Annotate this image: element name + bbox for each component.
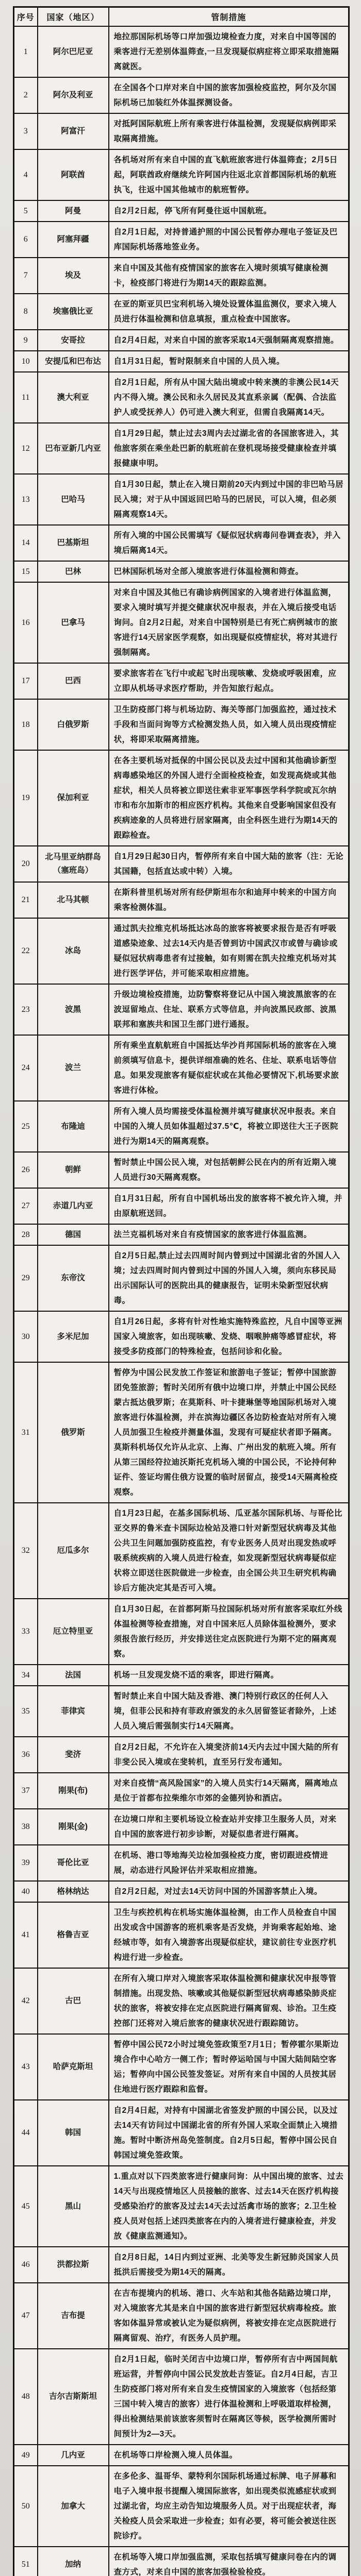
row-index-cell: 38 bbox=[14, 1809, 38, 1845]
row-measure-cell: 在机场、港口等地海关边检加强检疫力度，密切跟进疫情进展，动态进行风险评估并采取相应措施。 bbox=[109, 1845, 349, 1881]
row-measure-cell: 自2月1日起，临时关闭吉中边境口岸，暂停所有吉中两国间航班运营，并暂停向中国公民发放赴吉签证。自2月4日起，吉卫生防疫部门将对所有来自发生疫情国家的入境旅客（包括经第三国中转入境吉的旅客）进行体温检测和上呼吸道取样检测，得出检测结果前该旅客须暂时在隔离区等候，医学检测所需时间预计为2—3天。 bbox=[109, 2349, 349, 2445]
table-header-row bbox=[14, 7, 349, 27]
header-country: 国家（地区） bbox=[38, 7, 109, 27]
table-row bbox=[14, 882, 349, 918]
row-country-cell: 波黑 bbox=[38, 984, 109, 1035]
table-row bbox=[14, 423, 349, 474]
table-row bbox=[14, 294, 349, 330]
header-index: 序号 bbox=[14, 7, 38, 27]
row-measure-cell: 在斯科普里机场对所有经伊斯坦布尔和迪拜中转来的中国方向乘客检测体温。 bbox=[109, 882, 349, 918]
row-index-cell: 7 bbox=[14, 258, 38, 294]
table-row bbox=[14, 1224, 349, 1245]
row-measure-cell: 通过凯夫拉维克机场抵达冰岛的旅客将被要求报告是否有呼吸道感染迹象、过去14天内是否曾到访中国武汉市或曾与确诊或疑似冠状病毒患者有过接触，如有则需在凯夫拉维克机场对其进行医学评估，并可能采取相应措施。 bbox=[109, 918, 349, 984]
row-measure-cell: 在亚的斯亚贝巴宝利机场入境处设置体温监测仪，要求入境人员进行体温检测和信息填报，重点检查中国旅客。 bbox=[109, 294, 349, 330]
row-country-cell: 刚果(布) bbox=[38, 1773, 109, 1809]
row-country-cell: 菲律宾 bbox=[38, 1686, 109, 1737]
row-measure-cell: 自2月4日起，对来自中国的旅客采取14天强制隔离观察措施。 bbox=[109, 330, 349, 351]
table-row bbox=[14, 2466, 349, 2547]
table-row bbox=[14, 351, 349, 372]
row-index-cell: 8 bbox=[14, 294, 38, 330]
table-row bbox=[14, 200, 349, 222]
row-index-cell: 35 bbox=[14, 1686, 38, 1737]
row-index-cell: 48 bbox=[14, 2349, 38, 2445]
row-country-cell: 加拿大 bbox=[38, 2466, 109, 2547]
row-country-cell: 埃塞俄比亚 bbox=[38, 294, 109, 330]
row-measure-cell: 1.重点对以下四类旅客进行健康问询：从中国出境的旅客、过去14天与出现疫情地区人员接触的旅客、过去14天在医疗机构接受感染治疗的旅客及过去14天去过活禽市场的旅客；2.卫生检疫人员对包括上述四类旅客在内的入境者进行健康检查，并发放《健康监测通知》。 bbox=[109, 2166, 349, 2247]
table-row bbox=[14, 2349, 349, 2445]
row-country-cell: 波兰 bbox=[38, 1035, 109, 1101]
table-row bbox=[14, 1665, 349, 1686]
row-country-cell: 吉尔吉斯斯坦 bbox=[38, 2349, 109, 2445]
row-country-cell: 哥伦比亚 bbox=[38, 1845, 109, 1881]
row-country-cell: 古巴 bbox=[38, 1968, 109, 2034]
row-index-cell: 28 bbox=[14, 1224, 38, 1245]
table-row bbox=[14, 525, 349, 561]
row-measure-cell: 自1月23日起，在基多国际机场、瓜亚基尔国际机场、与哥伦比亚交界的鲁米查卡国际边检站及港口针对新型冠状病毒及其他公共卫生问题加强防疫监控，有专业医务人员对出现发热或呼吸系统疾病的入境人员进行检查，如发现新型冠状病毒疑似症状将立即送往医院做进一步检查，由全国公共卫生研究机构确诊后方能决定其是否可入境。 bbox=[109, 1503, 349, 1599]
table-row bbox=[14, 1101, 349, 1152]
control-measures-table bbox=[13, 6, 350, 2576]
table-row bbox=[14, 2445, 349, 2466]
row-country-cell: 布隆迪 bbox=[38, 1101, 109, 1152]
table-row bbox=[14, 2166, 349, 2247]
table-row bbox=[14, 2547, 349, 2576]
row-index-cell: 25 bbox=[14, 1101, 38, 1152]
row-measure-cell: 在吉布提境内的机场、港口、火车站和其他各陆路边境口岸，对入境旅客尤其是来自中国的旅客进行新型冠状病毒检疫。旅客如体温异常或被认定为疑似病例，将被安排在定点医院进行隔离留观、治疗，有医务人员护理。 bbox=[109, 2283, 349, 2349]
row-measure-cell: 暂时禁止来自中国大陆及香港、澳门特别行政区的任何人入境，但菲公民和持有菲政府颁发的永久居留签证者除外，上述人员入境后需强制实行14天隔离。 bbox=[109, 1686, 349, 1737]
row-measure-cell: 自1月26日起，多将有针对性地实施特殊监控，凡自中国等亚洲国家入境旅客，如出现咳嗽、发烧、咽喉肿痛等感冒症状，将接受多防疫部门的特殊检查，包括问诊和化验。 bbox=[109, 1311, 349, 1362]
table-row bbox=[14, 984, 349, 1035]
row-country-cell: 阿尔巴尼亚 bbox=[38, 26, 109, 77]
row-country-cell: 俄罗斯 bbox=[38, 1362, 109, 1503]
row-country-cell: 格鲁吉亚 bbox=[38, 1902, 109, 1968]
row-country-cell: 安哥拉 bbox=[38, 330, 109, 351]
table-row bbox=[14, 113, 349, 149]
row-measure-cell: 地拉那国际机场等口岸加强边境检查力度，对来自中国等国的乘客进行无差别体温筛查,一旦发现疑似病症将立即采取措施隔离就医。 bbox=[109, 26, 349, 77]
row-country-cell: 巴基斯坦 bbox=[38, 525, 109, 561]
row-measure-cell: 机场一旦发现发烧不适的乘客，即进行隔离。 bbox=[109, 1665, 349, 1686]
row-index-cell: 20 bbox=[14, 846, 38, 882]
table-row bbox=[14, 561, 349, 582]
row-measure-cell: 各机场对所有来自中国的直飞航班旅客进行体温筛查；2月5日起，阿联酋政府继续允许阿国内往返北京首都国际机场的航班执飞，往返中国其他城市的航班暂停。 bbox=[109, 149, 349, 200]
row-index-cell: 2 bbox=[14, 77, 38, 113]
table-row bbox=[14, 1152, 349, 1188]
row-measure-cell: 自1月31日起，暂时限制来自中国的人员入境。 bbox=[109, 351, 349, 372]
row-country-cell: 洪都拉斯 bbox=[38, 2247, 109, 2283]
row-country-cell: 巴西 bbox=[38, 663, 109, 699]
table-row bbox=[14, 2100, 349, 2166]
table-row bbox=[14, 699, 349, 750]
row-measure-cell: 在机场等入境口岸加强监测，采取包括填写健康问卷在内的调查方式，对来自中国的旅客加强检验检疫。 bbox=[109, 2547, 349, 2576]
row-country-cell: 法国 bbox=[38, 1665, 109, 1686]
row-country-cell: 东帝汶 bbox=[38, 1245, 109, 1311]
row-measure-cell: 自1月30日起，在首都阿斯马拉国际机场对所有旅客采取红外线体温检测等检查措施，对自中国来厄人员除体温检测外，要求须报告旅行经历，并安排送往定点医院进行为期不定的隔离观察。 bbox=[109, 1599, 349, 1665]
table-row bbox=[14, 2247, 349, 2283]
row-index-cell: 26 bbox=[14, 1152, 38, 1188]
row-country-cell: 黑山 bbox=[38, 2166, 109, 2247]
row-index-cell: 11 bbox=[14, 372, 38, 423]
row-index-cell: 50 bbox=[14, 2466, 38, 2547]
row-index-cell: 42 bbox=[14, 1968, 38, 2034]
row-measure-cell: 对抵阿国际航班上所有乘客进行体温检测，发现疑似病例即采取隔离措施。 bbox=[109, 113, 349, 149]
row-country-cell: 阿富汗 bbox=[38, 113, 109, 149]
row-measure-cell: 自2月8日起，14日内到过亚洲、北美等发生新冠肺炎国家人员抵洪后需接受为期14天的隔离。 bbox=[109, 2247, 349, 2283]
row-index-cell: 51 bbox=[14, 2547, 38, 2576]
row-measure-cell: 自1月31日起，所有自中国机场出发的旅客将不被允许入境，并由原航班送回。 bbox=[109, 1188, 349, 1224]
row-measure-cell: 来自中国及其他有疫情国家的旅客在入境时须填写健康检测卡，检疫部门将进行为期14天的跟踪监测。 bbox=[109, 258, 349, 294]
table-row bbox=[14, 1686, 349, 1737]
row-country-cell: 加纳 bbox=[38, 2547, 109, 2576]
row-measure-cell: 暂时禁止中国公民入境，对包括朝鲜公民在内的所有近期入境人员进行30天隔离观察。 bbox=[109, 1152, 349, 1188]
row-index-cell: 36 bbox=[14, 1737, 38, 1773]
row-measure-cell: 自2月1日起，所有从中国大陆出境或中转来澳的非澳公民14天内不得入境。澳公民和永久居民及其直系亲属（配偶、合法监护人或受抚养人）仍可进入澳大利亚，但需自我隔离14天。 bbox=[109, 372, 349, 423]
row-measure-cell: 卫生防疫部门将与机场边防、海关等部门加强监控，通过技术手段和当面问询等方式检测发热人员，如入境人员出现疫情症状，将即采取隔离措施。 bbox=[109, 699, 349, 750]
row-country-cell: 刚果(金) bbox=[38, 1809, 109, 1845]
row-measure-cell: 所有乘坐直航航班自中国抵达华沙肖邦国际机场的旅客在入境前须填写信息卡，提供详细准确的姓名、住址、联系电话等信息。如果发现旅客有疑似症状或在其他必要情况下,机场要求旅客进行体检。 bbox=[109, 1035, 349, 1101]
table-row bbox=[14, 149, 349, 200]
row-measure-cell: 自2月4日起，对持有中国湖北省签发护照的中国公民，以及过去14天有访问过中国湖北省的所有外国人采取全面禁止入境措施。暂时中断济州岛免签制度。自2月5日起，暂停中国公民自韩国过境免签政策。 bbox=[109, 2100, 349, 2166]
table-row bbox=[14, 1809, 349, 1845]
row-country-cell: 朝鲜 bbox=[38, 1152, 109, 1188]
row-index-cell: 29 bbox=[14, 1245, 38, 1311]
row-measure-cell: 自2月2日起，对过去14天访问中国的外国游客禁止入境。 bbox=[109, 1881, 349, 1902]
table-row bbox=[14, 846, 349, 882]
row-index-cell: 32 bbox=[14, 1503, 38, 1599]
row-measure-cell: 巴林国际机场对全部入境旅客进行体温检测和筛查。 bbox=[109, 561, 349, 582]
row-country-cell: 厄瓜多尔 bbox=[38, 1503, 109, 1599]
row-index-cell: 16 bbox=[14, 582, 38, 663]
row-index-cell: 49 bbox=[14, 2445, 38, 2466]
row-country-cell: 北马里亚纳群岛（塞班岛） bbox=[38, 846, 109, 882]
table-row bbox=[14, 918, 349, 984]
table-row bbox=[14, 330, 349, 351]
row-index-cell: 23 bbox=[14, 984, 38, 1035]
row-measure-cell: 在各主要机场对抵保的中国公民以及去过中国和其他确诊新型病毒感染地区的外国人进行全面检疫检查，如发现高烧或其他症状，相关人员将被立即送往索非亚军事医学科学院或瓦尔纳市和布尔加斯市的相应医疗机构。其他来自受影响国家但没有疾病迹象的人员将进行居家隔离，由全科医生进行为期14天的跟踪检查。 bbox=[109, 750, 349, 846]
row-index-cell: 17 bbox=[14, 663, 38, 699]
table-row bbox=[14, 1188, 349, 1224]
table-row bbox=[14, 1599, 349, 1665]
row-country-cell: 格林纳达 bbox=[38, 1881, 109, 1902]
row-country-cell: 巴林 bbox=[38, 561, 109, 582]
table-row bbox=[14, 1503, 349, 1599]
row-measure-cell: 在多伦多、温哥华、蒙特利尔国际机场通过标牌、电子屏幕和电子入境申报书提醒入境国际旅客，如出现类似流感症状或到过湖北省，均应主动告知边境服务人员。对于出现症状者，海关检疫人员会采取进一步检查；如有必要，将可能会被送往医院诊疗。 bbox=[109, 2466, 349, 2547]
row-country-cell: 斐济 bbox=[38, 1737, 109, 1773]
table-row bbox=[14, 1881, 349, 1902]
row-measure-cell: 暂停中国公民72小时过境免签政策至7月1日；暂停霍尔果斯边境合作中心哈方一侧工作；暂时停运哈国与中国大陆间陆空客运；暂停向中国公民签发签证。对所有来自中国的人员按其居住地进行医疗跟踪和监督。 bbox=[109, 2034, 349, 2100]
row-country-cell: 阿塞拜疆 bbox=[38, 222, 109, 258]
row-country-cell: 保加利亚 bbox=[38, 750, 109, 846]
row-index-cell: 33 bbox=[14, 1599, 38, 1665]
row-country-cell: 赤道几内亚 bbox=[38, 1188, 109, 1224]
table-row bbox=[14, 750, 349, 846]
table-row bbox=[14, 372, 349, 423]
table-row bbox=[14, 474, 349, 525]
row-measure-cell: 在边境口岸和主要机场设立检查站并安排卫生服务人员，对来自中国的旅客进行初步诊断，对疑似患者进行隔离。 bbox=[109, 1809, 349, 1845]
row-measure-cell: 法兰克福机场对来自有疫情国家的旅客进行体温监测。 bbox=[109, 1224, 349, 1245]
table-row bbox=[14, 1245, 349, 1311]
row-index-cell: 3 bbox=[14, 113, 38, 149]
row-country-cell: 多米尼加 bbox=[38, 1311, 109, 1362]
row-index-cell: 6 bbox=[14, 222, 38, 258]
row-country-cell: 哈萨克斯坦 bbox=[38, 2034, 109, 2100]
row-index-cell: 46 bbox=[14, 2247, 38, 2283]
table-row bbox=[14, 1773, 349, 1809]
row-index-cell: 37 bbox=[14, 1773, 38, 1809]
row-index-cell: 44 bbox=[14, 2100, 38, 2166]
row-measure-cell: 自2月1日起，对持普通护照的中国公民暂停办理电子签证及巴库国际机场落地签业务。 bbox=[109, 222, 349, 258]
row-index-cell: 22 bbox=[14, 918, 38, 984]
row-index-cell: 12 bbox=[14, 423, 38, 474]
row-measure-cell: 自2月2日起，不允许在入境斐济前14天内去过中国大陆的所有非斐公民入境或在斐转机，直至另行发布通知。 bbox=[109, 1737, 349, 1773]
row-index-cell: 40 bbox=[14, 1881, 38, 1902]
table-row bbox=[14, 2034, 349, 2100]
table-row bbox=[14, 1845, 349, 1881]
row-country-cell: 巴拿马 bbox=[38, 582, 109, 663]
table-row bbox=[14, 663, 349, 699]
row-measure-cell: 卫生与疾控机构在机场实施体温检测，由工作人员检查自中国出发或含中国游客的班机乘客是否发烧，并询乘客起始地、途经城市等，如有入境游客出现疑似症状，建议前往专业医疗机构进行进一步检查。 bbox=[109, 1902, 349, 1968]
table-row bbox=[14, 1311, 349, 1362]
row-country-cell: 厄立特里亚 bbox=[38, 1599, 109, 1665]
row-index-cell: 39 bbox=[14, 1845, 38, 1881]
row-country-cell: 吉布提 bbox=[38, 2283, 109, 2349]
table-row bbox=[14, 77, 349, 113]
row-measure-cell: 自2月5日起,禁止过去四周时间内曾到过中国湖北省的外国人入境；过去四周时间内曾到过中国的外国人入境，须向东移民局出示国际认可的医院出具的健康报告，证明未染新型冠状病毒。 bbox=[109, 1245, 349, 1311]
row-country-cell: 阿联酋 bbox=[38, 149, 109, 200]
row-country-cell: 北马其顿 bbox=[38, 882, 109, 918]
table-row bbox=[14, 1968, 349, 2034]
table-row bbox=[14, 582, 349, 663]
row-index-cell: 13 bbox=[14, 474, 38, 525]
row-index-cell: 27 bbox=[14, 1188, 38, 1224]
row-measure-cell: 暂停为中国公民发放工作签证和旅游电子签证；暂停中国旅游团免签旅游；暂时关闭所有俄中边境口岸，并禁止中国公民经蒙古抵达俄罗斯；在莫斯科、叶卡捷琳堡等地国际机场对入境旅客进行体温检测，并在滨海边疆区各边防检查站对所有入境人员加强卫生检疫并测量体温，发现有可疑症状者即予隔离。莫斯科机场仅允许从北京、上海、广州出发的航班入境。所有从第三国经符拉迪沃斯托克机场入境的中国公民，不论持何种证件、签证均需住俄方设置的临时居留点，接受14天隔离检疫观察。 bbox=[109, 1362, 349, 1503]
row-index-cell: 9 bbox=[14, 330, 38, 351]
row-measure-cell: 升级边境检疫措施，边防警察将登记从中国入境波黑旅客的在波逗留地点、住址、联系方式等信息，并向波黑民政部、波黑联邦和塞族共和国卫生部门进行通报。 bbox=[109, 984, 349, 1035]
row-country-cell: 白俄罗斯 bbox=[38, 699, 109, 750]
row-index-cell: 15 bbox=[14, 561, 38, 582]
row-measure-cell: 在所有入境口岸对入境旅客采取体温检测和健康状况申报等管制措施。出现发热、咳嗽或其他疑似新型冠状病毒感染肺炎症状的旅客，将被安排在定点医院进行隔离留观、诊治。卫生疫控部门还将对入境后旅客的健康状况进行跟踪随访。 bbox=[109, 1968, 349, 2034]
row-country-cell: 冰岛 bbox=[38, 918, 109, 984]
row-measure-cell: 所有入境人员均需接受体温检测并填写健康状况申报表。来自中国的入境人员如体温超过37.5℃，将被立即送往大王子医院进行为期14天的隔离观察。 bbox=[109, 1101, 349, 1152]
row-country-cell: 德国 bbox=[38, 1224, 109, 1245]
row-index-cell: 4 bbox=[14, 149, 38, 200]
row-index-cell: 14 bbox=[14, 525, 38, 561]
row-index-cell: 34 bbox=[14, 1665, 38, 1686]
row-country-cell: 巴哈马 bbox=[38, 474, 109, 525]
table-row bbox=[14, 1902, 349, 1968]
row-measure-cell: 自1月30日起，禁止在入境日期前20天内到过中国的非巴哈马居民入境；对于从中国返回巴哈马的巴居民，可以入境，但必须隔离观察14天。 bbox=[109, 474, 349, 525]
row-index-cell: 24 bbox=[14, 1035, 38, 1101]
row-index-cell: 41 bbox=[14, 1902, 38, 1968]
row-measure-cell: 要求旅客若在飞行中或起飞时出现咳嗽、发烧或呼吸困难，应立即从机场寻求医疗帮助，并告知旅行起点。 bbox=[109, 663, 349, 699]
row-country-cell: 安提瓜和巴布达 bbox=[38, 351, 109, 372]
row-index-cell: 30 bbox=[14, 1311, 38, 1362]
row-measure-cell: 在机场等口岸检测入境人员体温。 bbox=[109, 2445, 349, 2466]
row-index-cell: 10 bbox=[14, 351, 38, 372]
row-index-cell: 43 bbox=[14, 2034, 38, 2100]
row-index-cell: 19 bbox=[14, 750, 38, 846]
row-index-cell: 21 bbox=[14, 882, 38, 918]
table-row bbox=[14, 258, 349, 294]
table-row bbox=[14, 1035, 349, 1101]
row-measure-cell: 在全国各个口岸对来自中国的旅客加强检疫监控，阿尔及尔国际机场已加装红外体温探测设备。 bbox=[109, 77, 349, 113]
row-country-cell: 澳大利亚 bbox=[38, 372, 109, 423]
table-row bbox=[14, 1362, 349, 1503]
row-country-cell: 几内亚 bbox=[38, 2445, 109, 2466]
row-measure-cell: 自1月29日起，禁止过去3周内去过湖北省的各国旅客进入，其他旅客须在乘坐赴巴新的航班前在登机现场接受健康检查并填报健康申明。 bbox=[109, 423, 349, 474]
row-index-cell: 5 bbox=[14, 200, 38, 222]
header-measures: 管制措施 bbox=[109, 7, 349, 27]
row-measure-cell: 对来自疫情“高风险国家”的入境人员实行14天隔离，隔离地点是位于首都布拉柴维尔市郊的金德列协和酒店。 bbox=[109, 1773, 349, 1809]
table-row bbox=[14, 2283, 349, 2349]
row-country-cell: 阿尔及利亚 bbox=[38, 77, 109, 113]
row-country-cell: 阿曼 bbox=[38, 200, 109, 222]
row-country-cell: 韩国 bbox=[38, 2100, 109, 2166]
row-index-cell: 45 bbox=[14, 2166, 38, 2247]
row-measure-cell: 自1月29日起30日内，暂停所有来自中国大陆的旅客（注：无论其国籍，包括直达或中转）入境。 bbox=[109, 846, 349, 882]
row-measure-cell: 自2月2日起，停飞所有阿曼往返中国航班。 bbox=[109, 200, 349, 222]
row-index-cell: 18 bbox=[14, 699, 38, 750]
row-country-cell: 埃及 bbox=[38, 258, 109, 294]
row-measure-cell: 对来自中国及其他已有确诊病例国家的入境者进行体温监测，要求入境时填写并提交健康状况申报表，并在入境后接受电话询问。自2月2日起，对来自中国特别是已有死亡病例城市的旅客进行14天居家医学观察，如出现疑似疫情症状，将对其进行强制隔离。 bbox=[109, 582, 349, 663]
row-country-cell: 巴布亚新几内亚 bbox=[38, 423, 109, 474]
table-row bbox=[14, 26, 349, 77]
table-row bbox=[14, 222, 349, 258]
table-row bbox=[14, 1737, 349, 1773]
row-measure-cell: 所有入境的中国公民需填写《疑似冠状病毒问卷调查表》，并入境后隔离14天。 bbox=[109, 525, 349, 561]
row-index-cell: 1 bbox=[14, 26, 38, 77]
row-index-cell: 31 bbox=[14, 1362, 38, 1503]
row-index-cell: 47 bbox=[14, 2283, 38, 2349]
